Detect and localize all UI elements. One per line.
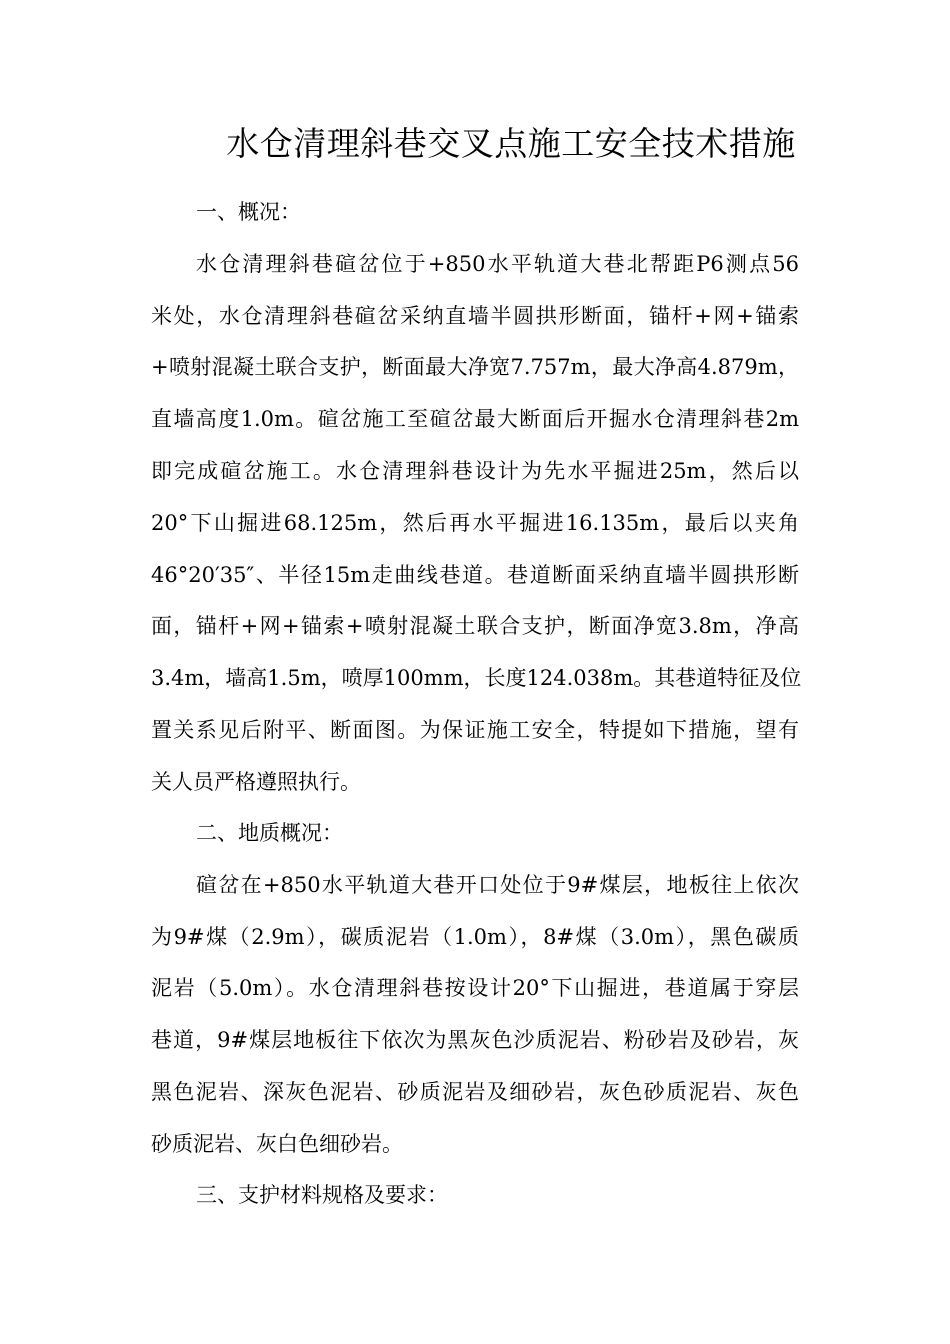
section-support-materials [151,1170,799,1222]
section-heading: 三、支护材料规格及要求： [196,1183,448,1207]
paragraph-line: 碹岔在+850水平轨道大巷开口处位于9#煤层，地板往上依次 [196,872,799,897]
paragraph-line: 米处，水仓清理斜巷碹岔采纳直墙半圆拱形断面，锚杆+网+锚索 [151,303,799,328]
paragraph-line: 20°下山掘进68.125m，然后再水平掘进16.135m，最后以夹角 [151,510,799,535]
paragraph-line: 水仓清理斜巷碹岔位于+850水平轨道大巷北帮距P6测点56 [196,251,799,276]
paragraph-line: 置关系见后附平、断面图。为保证施工安全，特提如下措施，望有 [151,717,799,742]
paragraph-line: 巷道，9#煤层地板往下依次为黑灰色沙质泥岩、粉砂岩及砂岩，灰 [151,1028,799,1053]
paragraph-line: 为9#煤（2.9m），碳质泥岩（1.0m），8#煤（3.0m），黑色碳质 [151,924,799,949]
paragraph-line: 3.4m，墙高1.5m，喷厚100mm，长度124.038m。其巷道特征及位 [151,666,802,691]
section-heading: 二、地质概况： [196,821,343,845]
paragraph-line: +喷射混凝土联合支护，断面最大净宽7.757m，最大净高4.879m， [151,355,799,380]
paragraph-line: 砂质泥岩、灰白色细砂岩。 [151,1131,403,1156]
paragraph-line: 面，锚杆+网+锚索+喷射混凝土联合支护，断面净宽3.8m，净高 [151,614,799,639]
paragraph-line: 关人员严格遵照执行。 [151,769,361,794]
section-geology [151,808,799,1171]
document-title: 水仓清理斜巷交叉点施工安全技术措施 [226,124,796,163]
section-overview [151,187,802,809]
section-heading: 一、概况： [196,200,301,224]
paragraph-line: 即完成碹岔施工。水仓清理斜巷设计为先水平掘进25m，然后以 [151,458,799,483]
paragraph-line: 46°20′35″、半径15m走曲线巷道。巷道断面采纳直墙半圆拱形断 [151,562,799,587]
paragraph-line: 直墙高度1.0m。碹岔施工至碹岔最大断面后开掘水仓清理斜巷2m [151,407,799,432]
paragraph-line: 泥岩（5.0m）。水仓清理斜巷按设计20°下山掘进，巷道属于穿层 [151,976,799,1001]
paragraph-line: 黑色泥岩、深灰色泥岩、砂质泥岩及细砂岩，灰色砂质泥岩、灰色 [151,1079,799,1104]
